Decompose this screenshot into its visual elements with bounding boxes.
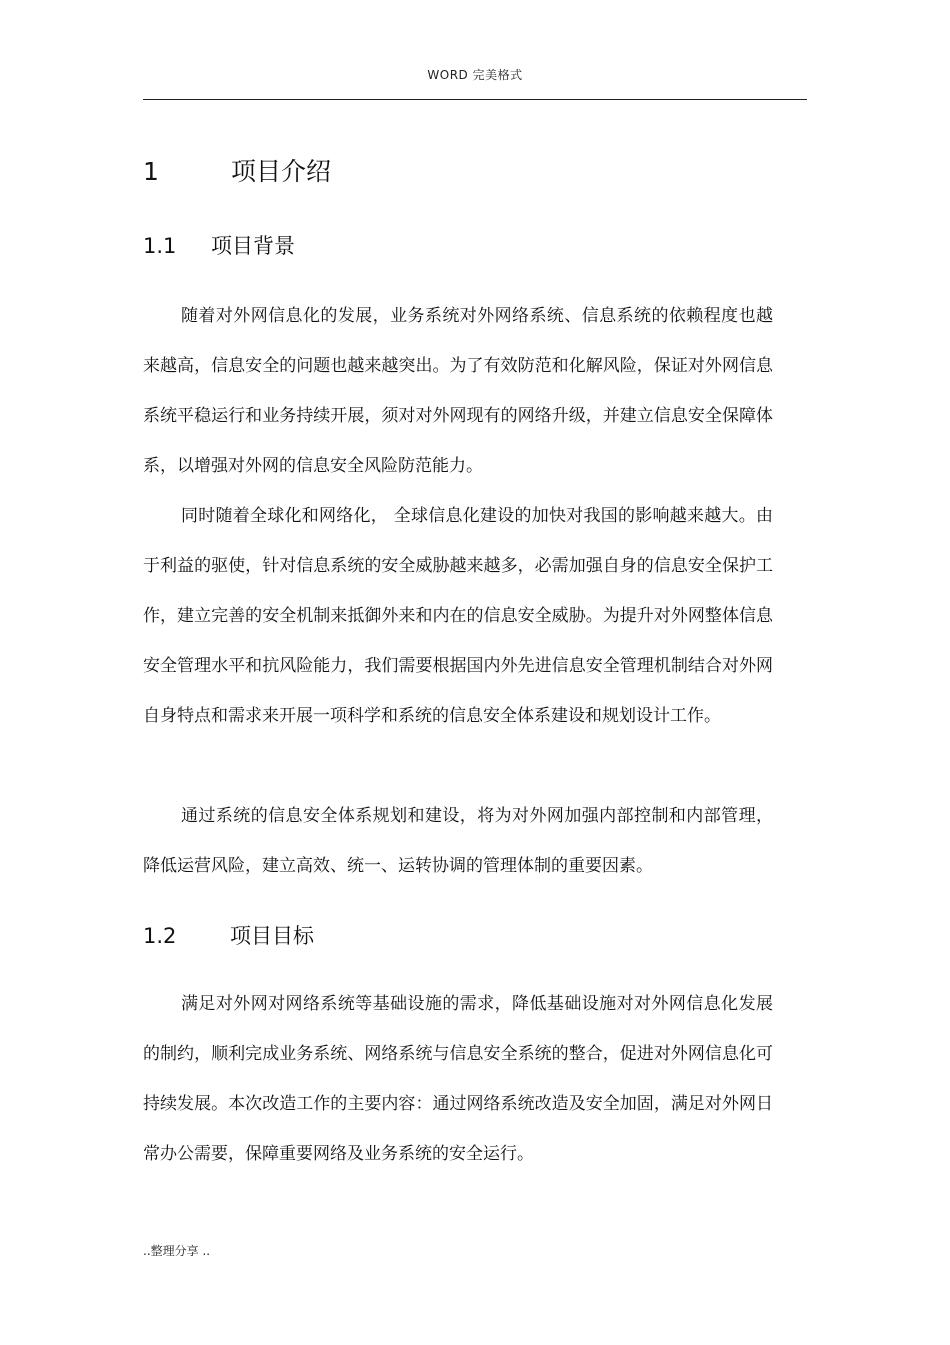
section-number: 1.1: [143, 234, 177, 258]
paragraph-background-2: 同时随着全球化和网络化， 全球信息化建设的加快对我国的影响越来越大。由于利益的驱使，针对信息系统的安全威胁越来越多，必需加强自身的信息安全保护工作，建立完善的安全机制来抵御外来和内在的信息安全威胁。为提升对外网整体信息安全管理水平和抗风险能力，我们需要根据国内外先进信息安全管理机制结合对外网自身特点和需求来开展一项科学和系统的信息安全体系建设和规划设计工作。: [143, 506, 773, 726]
section-title: 项目介绍: [231, 157, 332, 186]
section-number: 1: [143, 157, 159, 186]
page-header: WORD 完美格式: [427, 68, 523, 82]
section-number: 1.2: [143, 924, 177, 948]
section-heading-1: [143, 159, 331, 184]
section-title: 项目目标: [230, 924, 314, 948]
section-heading-1-2: [143, 926, 314, 947]
paragraph-goals-1: 满足对外网对网络系统等基础设施的需求，降低基础设施对对外网信息化发展的制约，顺利完成业务系统、网络系统与信息安全系统的整合，促进对外网信息化可持续发展。本次改造工作的主要内容：通过网络系统改造及安全加固，满足对外网日常办公需要，保障重要网络及业务系统的安全运行。: [143, 994, 773, 1164]
section-heading-1-1: [143, 236, 295, 257]
section-title: 项目背景: [211, 234, 295, 258]
header-divider: [143, 99, 807, 100]
paragraph-background-1: 随着对外网信息化的发展，业务系统对外网络系统、信息系统的依赖程度也越来越高，信息安全的问题也越来越突出。为了有效防范和化解风险，保证对外网信息系统平稳运行和业务持续开展，须对对外网现有的网络升级，并建立信息安全保障体系，以增强对外网的信息安全风险防范能力。: [143, 306, 773, 476]
paragraph-background-3: 通过系统的信息安全体系规划和建设，将为对外网加强内部控制和内部管理，降低运营风险，建立高效、统一、运转协调的管理体制的重要因素。: [143, 806, 773, 876]
page-footer: ..整理分享 ..: [143, 1244, 211, 1258]
